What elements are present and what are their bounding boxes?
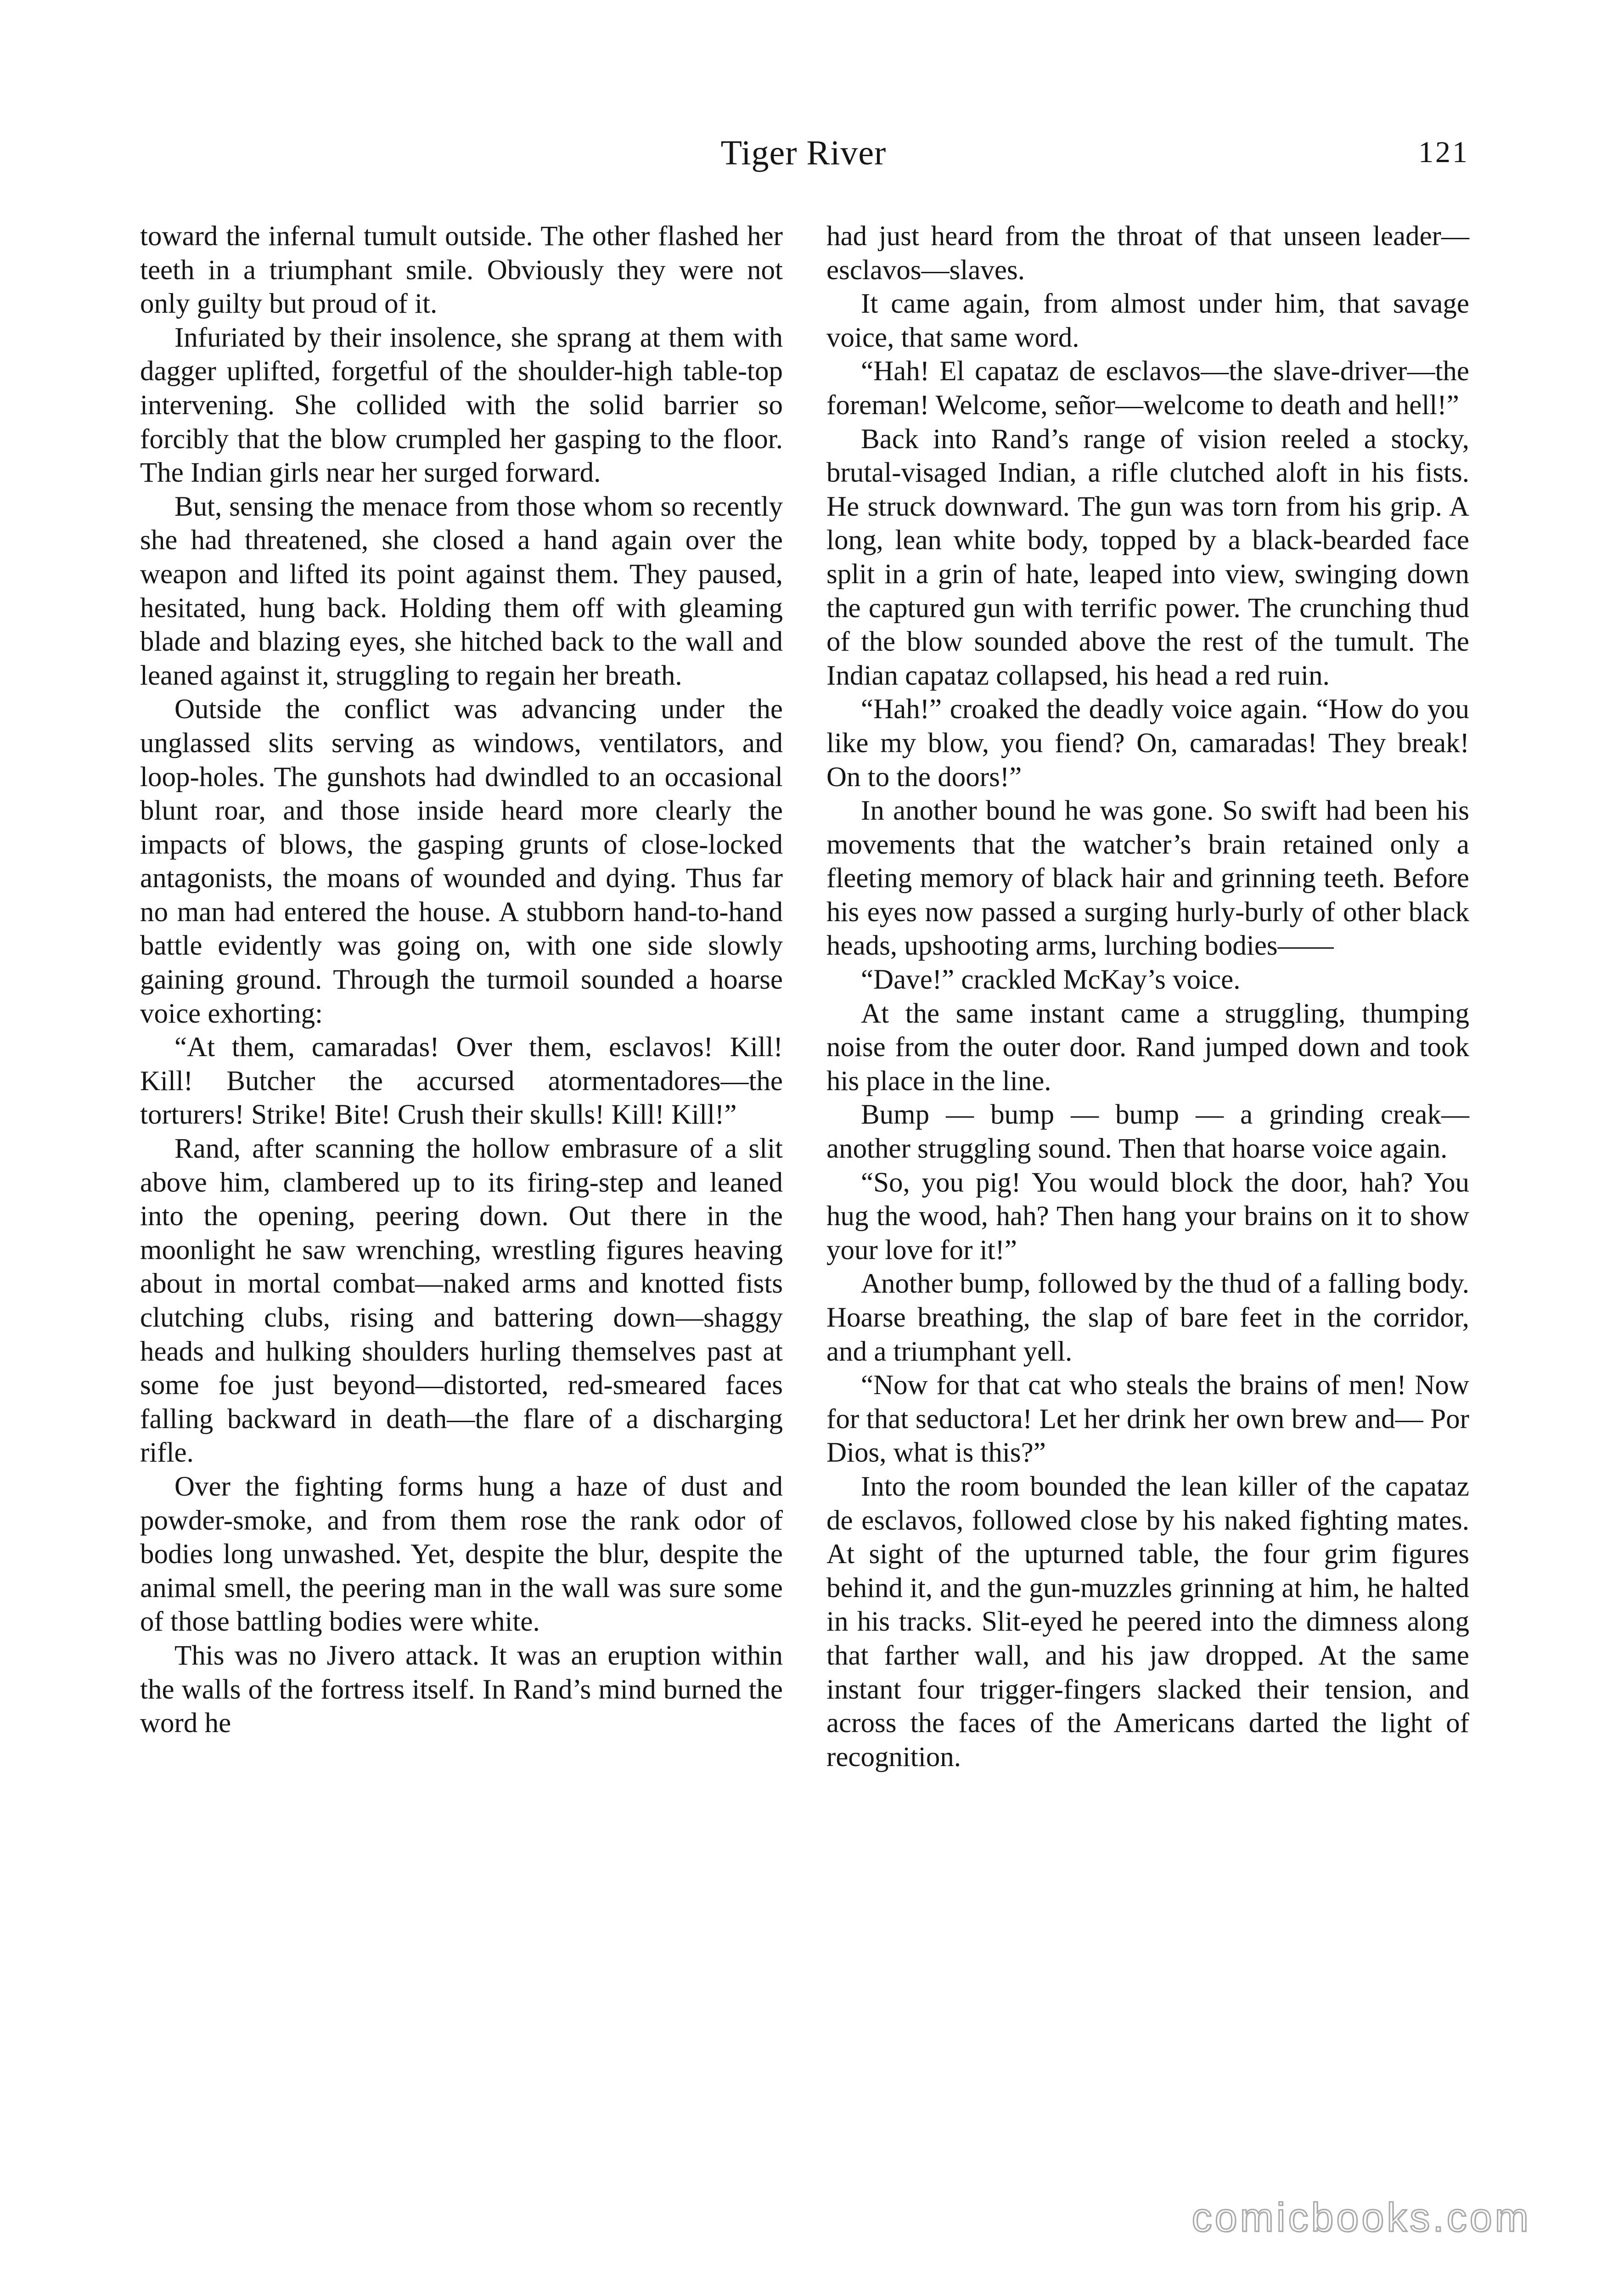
paragraph: Over the fighting forms hung a haze of dust and powder-smoke, and from them rose the rank odor of bodies long unwashed. Yet, despite the blur, despite the animal smell, the peering man in the wall was sure some of those battling bodies were white. [140,1471,783,1638]
paragraph: had just heard from the throat of that unseen leader—esclavos—slaves. [826,221,1469,286]
paragraph: Back into Rand’s range of vision reeled a stocky, brutal-visaged Indian, a rifle clutched aloft in his fists. He struck downward. The gun was torn from his grip. A long, lean white body, topped by a black-bearded face split in a grin of hate, leaped into view, swinging down the captured gun with terrific power. The crunching thud of the blow sounded above the rest of the tumult. The Indian capataz collapsed, his head a red ruin. [826,423,1469,691]
paragraph: Another bump, followed by the thud of a falling body. Hoarse breathing, the slap of bare feet in the corridor, and a triumphant yell. [826,1268,1469,1367]
paragraph: “Hah!” croaked the deadly voice again. “How do you like my blow, you fiend? On, camaradas! They break! On to the doors!” [826,694,1469,793]
paragraph: Bump — bump — bump — a grinding creak—another struggling sound. Then that hoarse voice again. [826,1099,1469,1165]
paragraph: “Hah! El capataz de esclavos—the slave-driver—the foreman! Welcome, señor—welcome to death and hell!” [826,356,1469,421]
paragraph: “Dave!” crackled McKay’s voice. [861,964,1241,996]
paragraph: It came again, from almost under him, that savage voice, that same word. [826,288,1469,353]
paragraph: Into the room bounded the lean killer of the capataz de esclavos, followed close by his naked fighting mates. At sight of the upturned table, the four grim figures behind it, and the gun-muzzles grinning at him, he halted in his tracks. Slit-eyed he peered into the dimness along that farther wall, and his jaw dropped. At the same instant four trigger-fingers slacked their tension, and across the faces of the Americans darted the light of recognition. [826,1471,1469,1773]
paragraph: “Now for that cat who steals the brains of men! Now for that seductora! Let her drink her own brew and— Por Dios, what is this?” [826,1370,1469,1469]
paragraph: At the same instant came a struggling, thumping noise from the outer door. Rand jumped down and took his place in the line. [826,998,1469,1097]
right-column [826,219,1469,1774]
paragraph: Outside the conflict was advancing under the unglassed slits serving as windows, ventilators, and loop-holes. The gunshots had dwindled to an occasional blunt roar, and those inside heard more clearly the impacts of blows, the gasping grunts of close-locked antagonists, the moans of wounded and dying. Thus far no man had entered the house. A stubborn hand-to-hand battle evidently was going on, with one side slowly gaining ground. Through the turmoil sounded a hoarse voice exhorting: [140,694,783,1029]
paragraph: “At them, camaradas! Over them, esclavos! Kill! Kill! Butcher the accursed atormentadores—the torturers! Strike! Bite! Crush their skulls! Kill! Kill!” [140,1032,783,1131]
paragraph: But, sensing the menace from those whom so recently she had threatened, she closed a hand again over the weapon and lifted its point against them. They paused, hesitated, hung back. Holding them off with gleaming blade and blazing eyes, she hitched back to the wall and leaned against it, struggling to regain her breath. [140,491,783,691]
chapter-title: Tiger River [720,134,887,172]
page-number: 121 [1418,135,1469,169]
paragraph: This was no Jivero attack. It was an eruption within the walls of the fortress itself. In Rand’s mind burned the word he [140,1640,783,1739]
paragraph: “So, you pig! You would block the door, hah? You hug the wood, hah? Then hang your brains on it to show your love for it!” [826,1167,1469,1266]
paragraph: toward the infernal tumult outside. The other flashed her teeth in a triumphant smile. Obviously they were not only guilty but proud of it. [140,221,783,320]
paragraph: Rand, after scanning the hollow embrasure of a slit above him, clambered up to its firing-step and leaned into the opening, peering down. Out there in the moonlight he saw wrenching, wrestling figures heaving about in mortal combat—naked arms and knotted fists clutching clubs, rising and battering down—shaggy heads and hulking shoulders hurling themselves past at some foe just beyond—distorted, red-smeared faces falling backward in death—the flare of a discharging rifle. [140,1133,783,1469]
paragraph: Infuriated by their insolence, she sprang at them with dagger uplifted, forgetful of the shoulder-high table-top intervening. She collided with the solid barrier so forcibly that the blow crumpled her gasping to the floor. The Indian girls near her surged forward. [140,322,783,489]
paragraph: In another bound he was gone. So swift had been his movements that the watcher’s brain retained only a fleeting memory of black hair and grinning teeth. Before his eyes now passed a surging hurly-burly of other black heads, upshooting arms, lurching bodies—— [826,795,1469,962]
left-column [140,219,783,1740]
running-head [138,133,1469,188]
site-watermark: comicbooks.com [1191,2195,1531,2240]
